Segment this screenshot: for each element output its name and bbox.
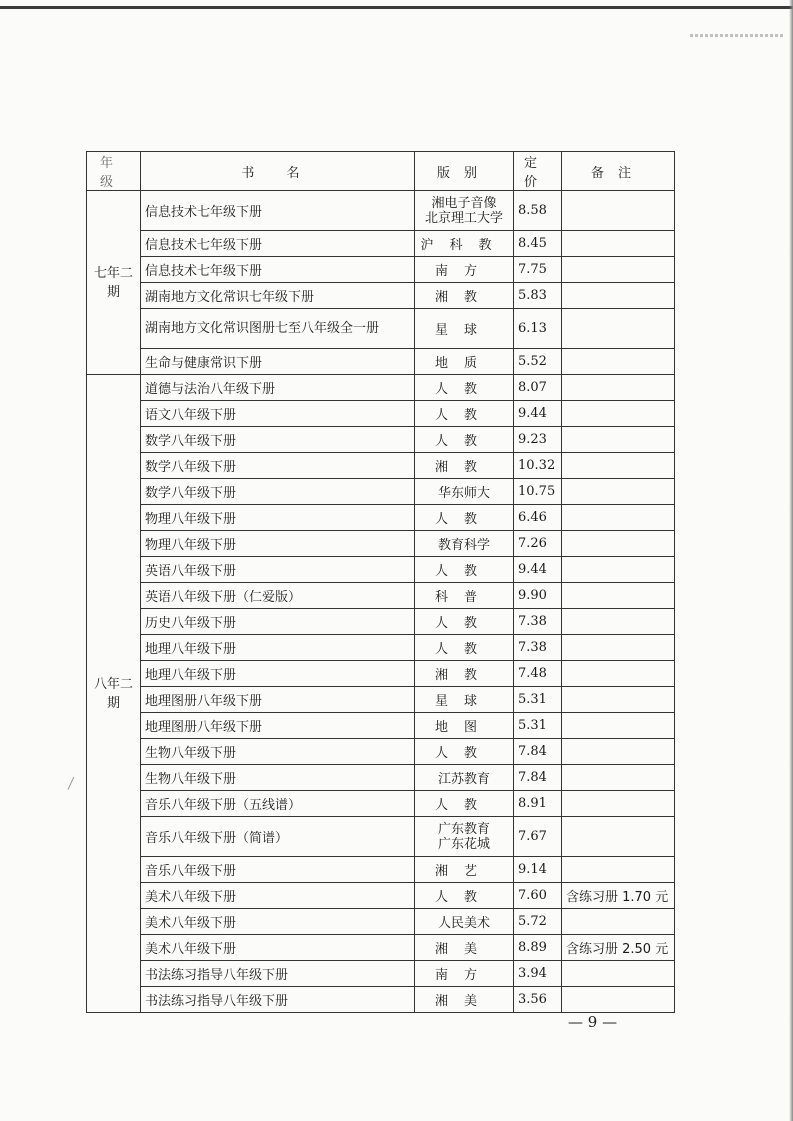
table-row [87,531,675,557]
table-row [87,349,675,375]
table-row [87,375,675,401]
note-cell [562,961,675,987]
book-name-cell: 音乐八年级下册 [141,857,415,883]
book-name-cell: 地理图册八年级下册 [141,713,415,739]
book-name-cell: 美术八年级下册 [141,935,415,961]
note-cell [562,453,675,479]
table-row [87,635,675,661]
book-name-cell: 数学八年级下册 [141,453,415,479]
publisher-cell: 人教 [415,883,514,909]
publisher-cell: 教育科学 [415,531,514,557]
publisher-cell: 人民美术 [415,909,514,935]
publisher-cell: 人教 [415,401,514,427]
price-cell: 7.38 [514,609,562,635]
table-row [87,191,675,231]
book-name-cell: 英语八年级下册（仁爱版） [141,583,415,609]
price-cell: 9.14 [514,857,562,883]
note-cell [562,375,675,401]
note-cell [562,817,675,857]
note-cell [562,987,675,1013]
price-cell: 7.84 [514,765,562,791]
price-cell: 10.75 [514,479,562,505]
price-cell: 5.31 [514,713,562,739]
publisher-cell: 沪科教 [415,231,514,257]
table-row [87,283,675,309]
note-cell [562,531,675,557]
note-cell: 含练习册 2.50 元 [562,935,675,961]
publisher-cell: 人教 [415,739,514,765]
table-row [87,231,675,257]
publisher-cell: 星球 [415,309,514,349]
note-cell [562,349,675,375]
table-body [87,191,675,1013]
price-cell: 7.26 [514,531,562,557]
price-cell: 7.84 [514,739,562,765]
note-cell [562,713,675,739]
publisher-line-2: 北京理工大学 [424,210,503,226]
table-row [87,453,675,479]
price-cell: 8.45 [514,231,562,257]
publisher-cell: 湘艺 [415,857,514,883]
table-header-row [87,152,675,191]
publisher-line-1: 湘电子音像 [431,195,497,211]
table-row [87,427,675,453]
price-cell: 5.83 [514,283,562,309]
note-cell [562,909,675,935]
note-cell [562,427,675,453]
publisher-cell: 湘教 [415,283,514,309]
book-name-cell: 道德与法治八年级下册 [141,375,415,401]
price-cell: 9.44 [514,557,562,583]
book-name-cell: 英语八年级下册 [141,557,415,583]
header-publisher: 版别 [415,152,514,191]
page-number: — 9 — [568,1013,618,1031]
book-name-cell: 历史八年级下册 [141,609,415,635]
publisher-cell: 南方 [415,961,514,987]
book-name-cell: 地理八年级下册 [141,661,415,687]
note-cell [562,583,675,609]
price-cell: 7.38 [514,635,562,661]
book-name-cell: 信息技术七年级下册 [141,191,415,231]
publisher-cell: 人教 [415,635,514,661]
publisher-cell: 地图 [415,713,514,739]
table-row [87,687,675,713]
scan-mark [690,34,785,37]
publisher-cell: 科普 [415,583,514,609]
price-cell: 8.07 [514,375,562,401]
header-note: 备注 [562,152,675,191]
table-row [87,817,675,857]
note-cell [562,687,675,713]
note-cell [562,191,675,231]
scan-top-edge [0,6,793,9]
note-cell [562,479,675,505]
note-cell [562,765,675,791]
scan-right-edge [789,0,793,1121]
book-name-cell: 生物八年级下册 [141,765,415,791]
table-row [87,505,675,531]
book-name-cell: 书法练习指导八年级下册 [141,987,415,1013]
note-cell [562,661,675,687]
note-cell [562,739,675,765]
publisher-line-1: 广东教育 [437,821,490,837]
note-cell [562,401,675,427]
table-row [87,257,675,283]
table-row [87,909,675,935]
note-cell [562,609,675,635]
table-row [87,609,675,635]
book-name-cell: 生物八年级下册 [141,739,415,765]
book-name-cell: 信息技术七年级下册 [141,257,415,283]
header-price: 定价 [514,152,562,191]
grade-group-7: 七年二期 [87,191,141,375]
book-name-cell: 信息技术七年级下册 [141,231,415,257]
table-row [87,401,675,427]
table-row [87,765,675,791]
book-name-cell: 音乐八年级下册（简谱） [141,817,415,857]
publisher-cell: 人教 [415,375,514,401]
table-row [87,739,675,765]
book-name-cell: 湖南地方文化常识七年级下册 [141,283,415,309]
book-name-cell: 地理八年级下册 [141,635,415,661]
book-name-cell: 语文八年级下册 [141,401,415,427]
book-name-cell: 湖南地方文化常识图册七至八年级全一册 [141,309,415,349]
pencil-mark [67,777,81,793]
publisher-cell: 人教 [415,791,514,817]
book-name-cell: 物理八年级下册 [141,531,415,557]
price-cell: 7.48 [514,661,562,687]
publisher-cell: 人教 [415,427,514,453]
publisher-cell [415,191,514,231]
book-name-cell: 书法练习指导八年级下册 [141,961,415,987]
publisher-cell: 湘美 [415,987,514,1013]
price-cell: 9.90 [514,583,562,609]
price-cell: 5.72 [514,909,562,935]
publisher-cell: 地质 [415,349,514,375]
table-row [87,961,675,987]
note-cell [562,857,675,883]
table-row [87,935,675,961]
price-cell: 10.32 [514,453,562,479]
book-name-cell: 生命与健康常识下册 [141,349,415,375]
publisher-cell: 南方 [415,257,514,283]
price-cell: 5.52 [514,349,562,375]
publisher-cell: 湘教 [415,453,514,479]
book-name-cell: 物理八年级下册 [141,505,415,531]
price-cell: 6.13 [514,309,562,349]
publisher-cell: 人教 [415,609,514,635]
book-name-cell: 音乐八年级下册（五线谱） [141,791,415,817]
publisher-cell: 湘教 [415,661,514,687]
table-row [87,857,675,883]
table-row [87,583,675,609]
book-name-cell: 数学八年级下册 [141,427,415,453]
price-cell: 7.75 [514,257,562,283]
textbook-price-table [86,151,675,1013]
note-cell [562,309,675,349]
note-cell: 含练习册 1.70 元 [562,883,675,909]
publisher-cell: 人教 [415,505,514,531]
table-row [87,713,675,739]
price-cell: 9.44 [514,401,562,427]
publisher-cell: 华东师大 [415,479,514,505]
publisher-cell: 星球 [415,687,514,713]
publisher-cell: 人教 [415,557,514,583]
publisher-cell [415,817,514,857]
price-cell: 5.31 [514,687,562,713]
table-row [87,883,675,909]
note-cell [562,505,675,531]
note-cell [562,283,675,309]
publisher-line-2: 广东花城 [437,836,490,852]
price-cell: 8.89 [514,935,562,961]
table-row [87,661,675,687]
note-cell [562,257,675,283]
publisher-cell: 江苏教育 [415,765,514,791]
price-cell: 3.94 [514,961,562,987]
price-cell: 9.23 [514,427,562,453]
price-cell: 7.60 [514,883,562,909]
price-cell: 7.67 [514,817,562,857]
note-cell [562,557,675,583]
table-row [87,987,675,1013]
book-name-cell: 美术八年级下册 [141,883,415,909]
book-name-cell: 地理图册八年级下册 [141,687,415,713]
note-cell [562,231,675,257]
header-grade: 年级 [87,152,141,191]
price-cell: 3.56 [514,987,562,1013]
price-cell: 6.46 [514,505,562,531]
book-name-cell: 美术八年级下册 [141,909,415,935]
publisher-cell: 湘美 [415,935,514,961]
grade-group-8: 八年二期 [87,375,141,1013]
header-name: 书 名 [141,152,415,191]
table-row [87,479,675,505]
book-name-cell: 数学八年级下册 [141,479,415,505]
table-row [87,791,675,817]
price-cell: 8.91 [514,791,562,817]
table-row [87,309,675,349]
price-cell: 8.58 [514,191,562,231]
note-cell [562,791,675,817]
table-row [87,557,675,583]
note-cell [562,635,675,661]
